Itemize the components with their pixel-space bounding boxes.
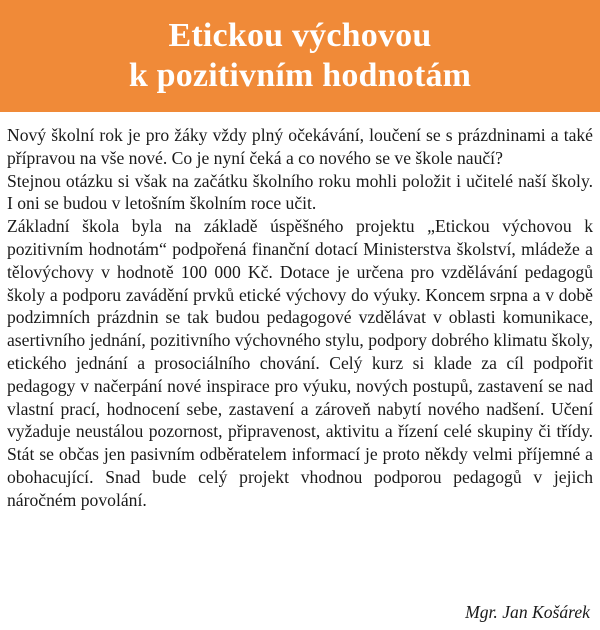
article-paragraph-1: Nový školní rok je pro žáky vždy plný očekávání, loučení se s prázdninami a také přípravou na vše nové. Co je nyní čeká a co nového se ve škole naučí?	[7, 125, 593, 168]
title-banner	[0, 0, 600, 112]
article-paragraph-2: Stejnou otázku si však na začátku školního roku mohli položit i učitelé naší školy. I oni se budou v letošním školním roce učit.	[7, 170, 593, 214]
article-paragraph-3: Základní škola byla na základě úspěšného projektu „Etickou výchovou k pozitivním hodnotám“ podpořená finanční dotací Ministerstva školství, mládeže a tělovýchovy v hodnotě 100 000 Kč. Dotace je určena pro vzdělávání pedagogů školy a podporu zavádění prvků etické výchovy do výuky. Koncem srpna a v době podzimních prázdnin se tak budou pedagogové vzdělávat v oblasti komunikace, asertivního jednání, pozitivního výchovného stylu, podpory dobrého klimatu školy, etického jednání a prosociálního chování. Celý kurz si klade za cíl podpořit pedagogy v načerpání nové inspirace pro výuku, nových postupů, zastavení se nad vlastní prací, hodnocení sebe, zastavení a zároveň nabytí nového nadšení. Učení vyžaduje neustálou pozornost, připravenost, aktivitu a řízení celé skupiny či třídy. Stát se občas jen pasivním odběratelem informací je proto někdy velmi příjemné a obohacující. Snad bude celý projekt vhodnou podporou pedagogů v jejich náročném povolání.	[7, 216, 593, 510]
article-body	[7, 124, 593, 512]
author-signature: Mgr. Jan Košárek	[465, 602, 590, 622]
page-title-line-2: k pozitivním hodnotám	[128, 57, 472, 94]
page-title-line-1: Etickou výchovou	[168, 17, 432, 54]
